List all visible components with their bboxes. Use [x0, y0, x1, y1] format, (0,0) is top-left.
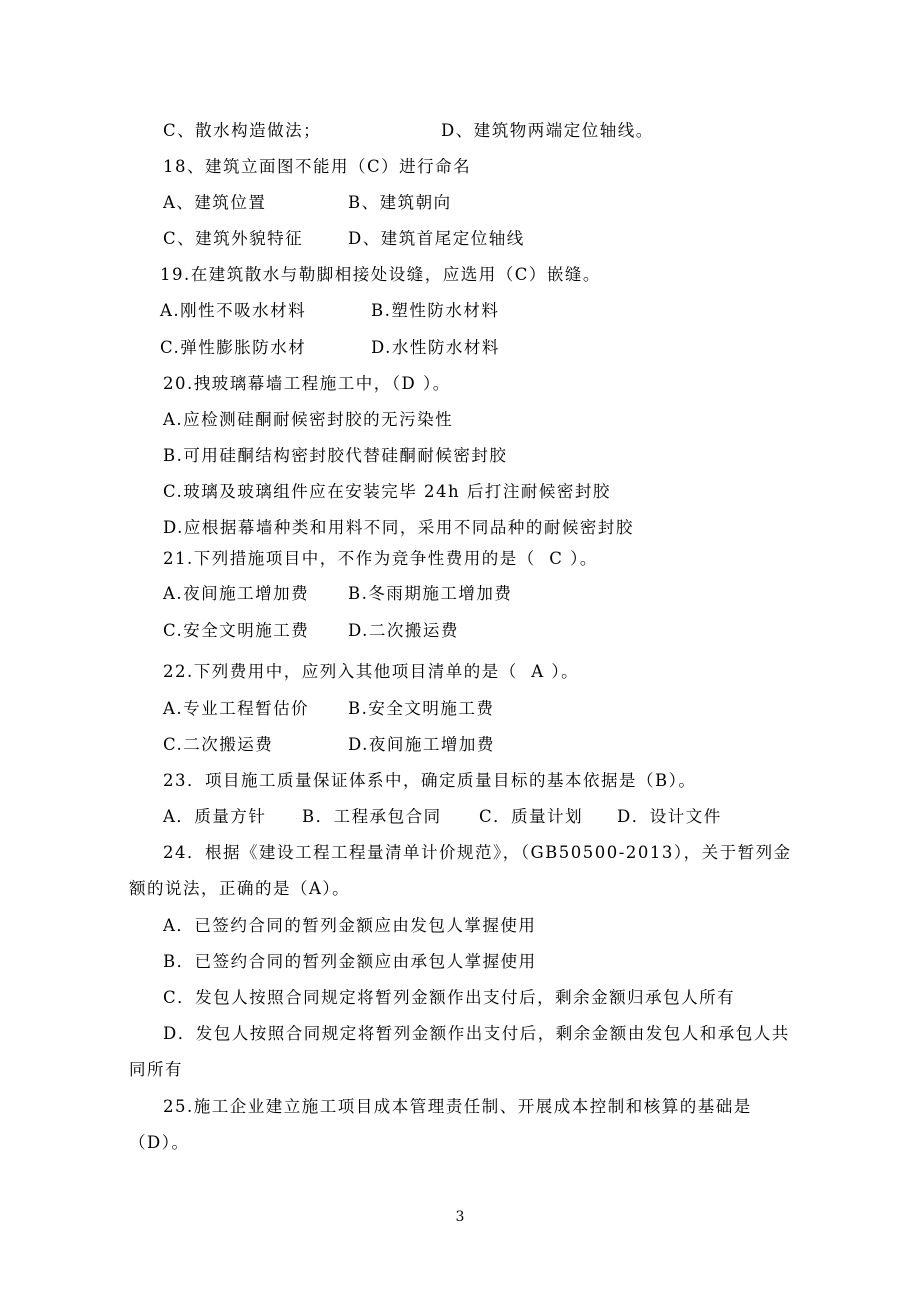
option-d: D.夜间施工增加费	[348, 735, 495, 754]
option-a: A.刚性不吸水材料	[160, 301, 307, 320]
option-a: A．已签约合同的暂列金额应由发包人掌握使用	[163, 916, 537, 935]
question-25-cont: （D）。	[129, 1133, 190, 1152]
question-24: 24．根据《建设工程工程量清单计价规范》，（GB50500-2013），关于暂列金	[163, 843, 792, 862]
option-c: C.玻璃及玻璃组件应在安装完毕 24h 后打注耐候密封胶	[163, 482, 611, 501]
option-c: C.安全文明施工费	[163, 621, 310, 640]
option-c: C.弹性膨胀防水材	[160, 338, 307, 357]
option-a: A.专业工程暂估价	[163, 699, 310, 718]
option-d: D.水性防水材料	[371, 338, 500, 357]
question-20: 20.拽玻璃幕墙工程施工中，（D ）。	[163, 374, 451, 393]
option-d: D．发包人按照合同规定将暂列金额作出支付后，剩余金额由发包人和承包人共	[163, 1024, 790, 1043]
option-a: A、建筑位置	[163, 193, 267, 212]
text-line: D、建筑物两端定位轴线。	[441, 121, 654, 140]
option-d: D、建筑首尾定位轴线	[348, 229, 525, 248]
question-19: 19.在建筑散水与勒脚相接处设缝，应选用（C）嵌缝。	[160, 265, 601, 284]
question-22: 22.下列费用中，应列入其他项目清单的是（ A ）。	[163, 662, 580, 681]
option-b: B.安全文明施工费	[348, 699, 495, 718]
question-18: 18、建筑立面图不能用（C）进行命名	[163, 157, 472, 176]
option-a: A.夜间施工增加费	[163, 584, 310, 603]
text-line: C、散水构造做法；	[163, 121, 322, 140]
option-a: A.应检测硅酮耐候密封胶的无污染性	[163, 410, 454, 429]
option-b: B.可用硅酮结构密封胶代替硅酮耐候密封胶	[163, 446, 508, 465]
option-c: C．发包人按照合同规定将暂列金额作出支付后，剩余金额归承包人所有	[163, 988, 736, 1007]
question-23: 23．项目施工质量保证体系中，确定质量目标的基本依据是（B）。	[163, 771, 697, 790]
option-d: D.二次搬运费	[348, 621, 459, 640]
option-c: C、建筑外貌特征	[163, 229, 304, 248]
option-a: A．质量方针	[163, 807, 267, 826]
option-b: B．工程承包合同	[302, 807, 442, 826]
option-b: B、建筑朝向	[348, 193, 452, 212]
option-b: B.冬雨期施工增加费	[348, 584, 513, 603]
option-d-cont: 同所有	[129, 1060, 183, 1079]
option-d: D.应根据幕墙种类和用料不同，采用不同品种的耐候密封胶	[163, 518, 634, 537]
option-c: C.二次搬运费	[163, 735, 274, 754]
page-number: 3	[455, 1209, 465, 1225]
question-21: 21.下列措施项目中，不作为竞争性费用的是（ C ）。	[163, 549, 598, 568]
question-25: 25.施工企业建立施工项目成本管理责任制、开展成本控制和核算的基础是	[163, 1097, 752, 1116]
option-c: C．质量计划	[479, 807, 584, 826]
option-d: D．设计文件	[617, 807, 722, 826]
option-b: B．已签约合同的暂列金额应由承包人掌握使用	[163, 952, 537, 971]
option-b: B.塑性防水材料	[371, 301, 500, 320]
question-24-cont: 额的说法，正确的是（A）。	[129, 879, 351, 898]
